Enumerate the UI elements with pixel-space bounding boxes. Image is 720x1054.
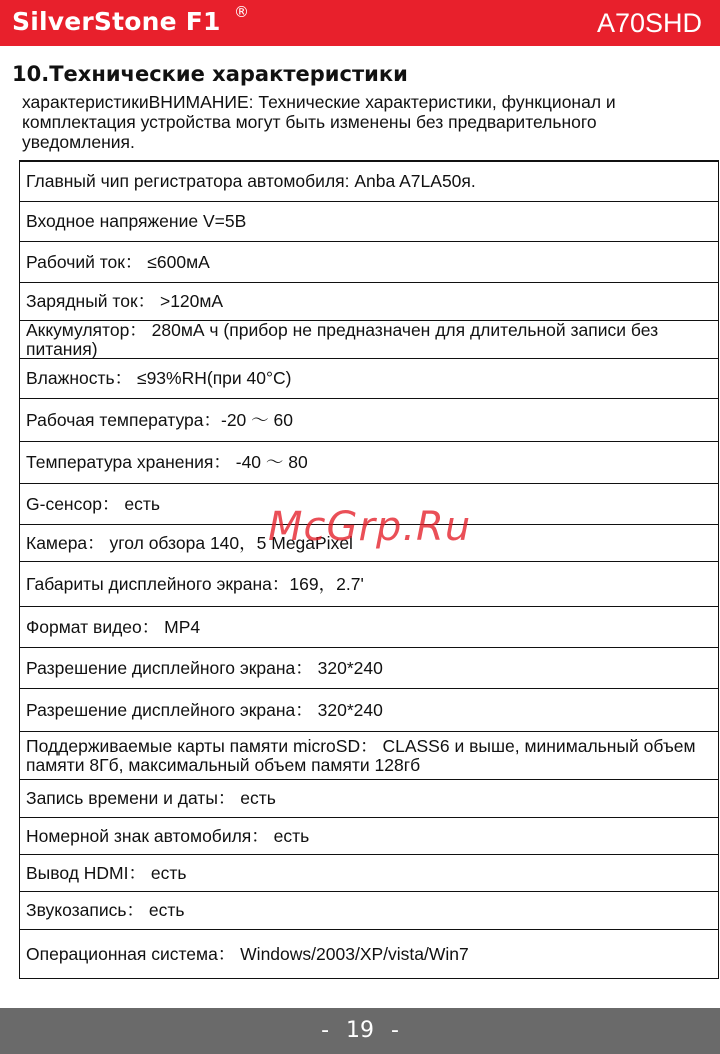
spec-text: Зарядный ток： >120мА bbox=[26, 291, 224, 311]
spec-text: Операционная система： Windows/2003/XP/vista/Win7 bbox=[26, 944, 469, 964]
spec-text: Формат видео： MP4 bbox=[26, 616, 201, 637]
spec-row bbox=[20, 648, 718, 689]
spec-text: Разрешение дисплейного экрана： 320*240 bbox=[26, 699, 383, 720]
spec-row bbox=[20, 321, 718, 359]
spec-row bbox=[20, 359, 718, 399]
spec-text: Камера： угол обзора 140，5 MegaPixel bbox=[26, 532, 353, 553]
spec-row bbox=[20, 607, 718, 648]
section-title: 10.Технические характеристики bbox=[12, 62, 408, 86]
spec-row bbox=[20, 283, 718, 321]
spec-table bbox=[19, 160, 719, 979]
spec-row bbox=[20, 562, 718, 607]
spec-text: Звукозапись： есть bbox=[26, 900, 185, 920]
spec-text: Рабочий ток： ≤600мА bbox=[26, 251, 210, 272]
model-name: A70SHD bbox=[596, 8, 702, 38]
spec-text: Поддерживаемые карты памяти microSD： CLASS6 и выше, минимальный объем памяти 8Гб, максимальный объем памяти 128гб bbox=[26, 735, 696, 775]
registered-mark: ® bbox=[234, 3, 249, 21]
spec-row bbox=[20, 818, 718, 855]
spec-row bbox=[20, 930, 718, 979]
intro-note: характеристикиВНИМАНИЕ: Технические характеристики, функционал и комплектация устройства могут быть изменены без предварительного уведомления. bbox=[22, 92, 616, 152]
spec-row bbox=[20, 892, 718, 930]
spec-row bbox=[20, 855, 718, 892]
spec-row bbox=[20, 399, 718, 442]
spec-text: Влажность： ≤93%RH(при 40°C) bbox=[26, 368, 292, 388]
spec-text: Входное напряжение V=5В bbox=[26, 211, 247, 231]
spec-text: Номерной знак автомобиля： есть bbox=[26, 825, 310, 846]
spec-text: Запись времени и даты： есть bbox=[26, 788, 276, 808]
spec-text: Рабочая температура：-20 ～ 60 bbox=[26, 409, 293, 430]
spec-text: Разрешение дисплейного экрана： 320*240 bbox=[26, 657, 383, 678]
spec-row bbox=[20, 442, 718, 484]
page-number: - 19 - bbox=[321, 1018, 399, 1043]
spec-row bbox=[20, 780, 718, 818]
spec-row bbox=[20, 242, 718, 283]
page-header bbox=[0, 0, 720, 46]
spec-row bbox=[20, 689, 718, 732]
spec-text: G-сенсор： есть bbox=[26, 493, 160, 514]
page-footer bbox=[0, 1008, 720, 1054]
spec-text: Вывод HDMI： есть bbox=[26, 862, 187, 883]
spec-text: Температура хранения： -40 ～ 80 bbox=[26, 452, 308, 472]
spec-text: Аккумулятор： 280мА ч (прибор не предназначен для длительной записи без питания) bbox=[26, 319, 659, 359]
spec-row bbox=[20, 202, 718, 242]
spec-row bbox=[20, 732, 718, 780]
spec-row bbox=[20, 162, 718, 202]
watermark: McGrp.Ru bbox=[268, 504, 472, 550]
brand-logo: SilverStone F1 bbox=[12, 7, 221, 36]
spec-text: Габариты дисплейного экрана：169，2.7' bbox=[26, 573, 364, 594]
spec-text: Главный чип регистратора автомобиля: Anba A7LA50я. bbox=[26, 171, 476, 191]
